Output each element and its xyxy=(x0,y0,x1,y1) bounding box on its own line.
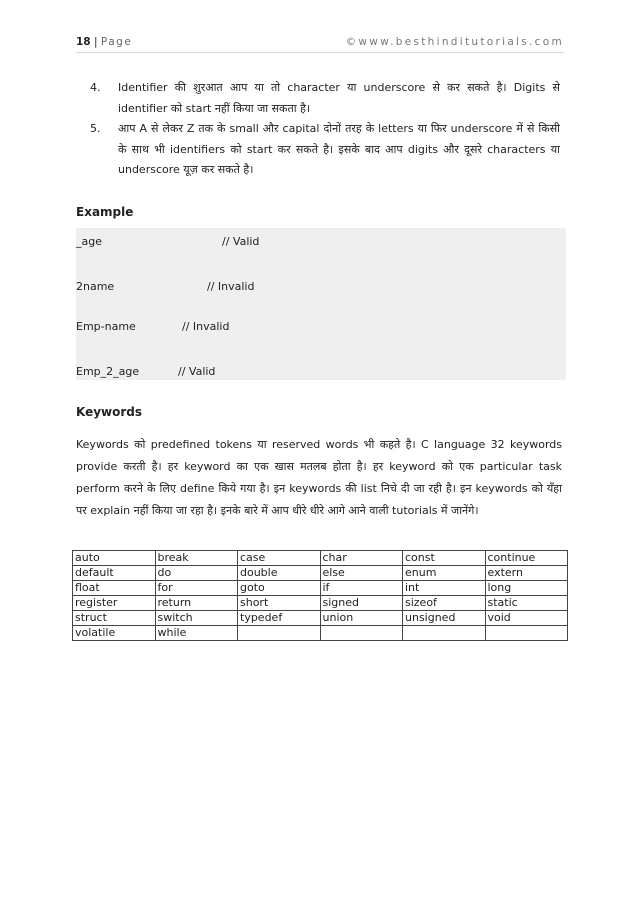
keyword-cell: typedef xyxy=(238,611,321,626)
rule-text: Identifier की शुरआत आप या तो character या underscore से कर सकते है। Digits से identifier को start नहीं किया जा सकता है। xyxy=(118,81,560,115)
keyword-cell: union xyxy=(320,611,403,626)
example-comment: // Invalid xyxy=(207,280,255,293)
keyword-cell: struct xyxy=(73,611,156,626)
site-copyright: ©www.besthinditutorials.com xyxy=(345,36,564,48)
header-separator: | xyxy=(93,36,98,48)
keyword-cell: float xyxy=(73,581,156,596)
rule-item xyxy=(90,78,560,119)
keyword-cell: goto xyxy=(238,581,321,596)
keyword-cell: auto xyxy=(73,551,156,566)
page-number: 18 xyxy=(76,36,91,48)
keyword-cell: sizeof xyxy=(403,596,486,611)
keyword-cell: enum xyxy=(403,566,486,581)
keyword-cell: continue xyxy=(485,551,568,566)
keyword-cell: const xyxy=(403,551,486,566)
table-row xyxy=(73,596,568,611)
keywords-heading: Keywords xyxy=(76,405,143,419)
example-code: _age xyxy=(76,235,102,248)
example-row xyxy=(76,320,566,340)
keywords-table xyxy=(72,550,568,641)
keyword-cell: do xyxy=(155,566,238,581)
keyword-cell: void xyxy=(485,611,568,626)
keyword-cell: long xyxy=(485,581,568,596)
keyword-cell: short xyxy=(238,596,321,611)
keyword-cell: register xyxy=(73,596,156,611)
example-comment: // Valid xyxy=(222,235,260,248)
keyword-cell: char xyxy=(320,551,403,566)
example-comment: // Valid xyxy=(178,365,216,378)
example-row xyxy=(76,235,566,255)
example-row xyxy=(76,280,566,300)
keyword-cell xyxy=(403,626,486,641)
example-heading: Example xyxy=(76,205,134,219)
rule-item xyxy=(90,119,560,181)
keyword-cell: return xyxy=(155,596,238,611)
example-row xyxy=(76,365,566,385)
keyword-cell: unsigned xyxy=(403,611,486,626)
keyword-cell: for xyxy=(155,581,238,596)
keyword-cell: case xyxy=(238,551,321,566)
keyword-cell: break xyxy=(155,551,238,566)
table-row xyxy=(73,626,568,641)
table-row xyxy=(73,551,568,566)
table-row xyxy=(73,566,568,581)
keyword-cell: switch xyxy=(155,611,238,626)
keyword-cell: while xyxy=(155,626,238,641)
example-code: Emp-name xyxy=(76,320,136,333)
keyword-cell: int xyxy=(403,581,486,596)
keywords-paragraph: Keywords को predefined tokens या reserved words भी कहते है। C language 32 keywords provide करती है। हर keyword का एक खास मतलब होता है। हर keyword को एक particular task perform करने के लिए define किये गया है। इन keywords की list निचे दी जा रही है। इन keywords को यँहा पर explain नहीं किया जा रहा है। इनके बारे में आप धीरे धीरे आगे आने वाली tutorials में जानेंगे। xyxy=(76,438,562,517)
example-code: Emp_2_age xyxy=(76,365,140,378)
keyword-cell: extern xyxy=(485,566,568,581)
page-header xyxy=(76,36,564,53)
keyword-cell: default xyxy=(73,566,156,581)
keyword-cell: volatile xyxy=(73,626,156,641)
page-number-label xyxy=(76,36,132,48)
page-label: Page xyxy=(100,36,133,48)
example-code: 2name xyxy=(76,280,115,293)
keyword-cell: static xyxy=(485,596,568,611)
keyword-cell: double xyxy=(238,566,321,581)
example-comment: // Invalid xyxy=(182,320,230,333)
keyword-cell: else xyxy=(320,566,403,581)
keyword-cell: signed xyxy=(320,596,403,611)
rule-text: आप A से लेकर Z तक के small और capital दोनों तरह के letters या फिर underscore में से किसी के साथ भी identifiers को start कर सकते है। इसके बाद आप digits और दूसरे characters या underscore यूज़ कर सकते है। xyxy=(118,122,560,176)
keyword-cell: if xyxy=(320,581,403,596)
keyword-cell xyxy=(320,626,403,641)
identifier-rules-list xyxy=(90,78,560,181)
rule-number: 5. xyxy=(90,122,101,135)
example-code-block xyxy=(76,228,566,380)
keyword-cell xyxy=(238,626,321,641)
table-row xyxy=(73,581,568,596)
rule-number: 4. xyxy=(90,81,101,94)
table-row xyxy=(73,611,568,626)
keyword-cell xyxy=(485,626,568,641)
